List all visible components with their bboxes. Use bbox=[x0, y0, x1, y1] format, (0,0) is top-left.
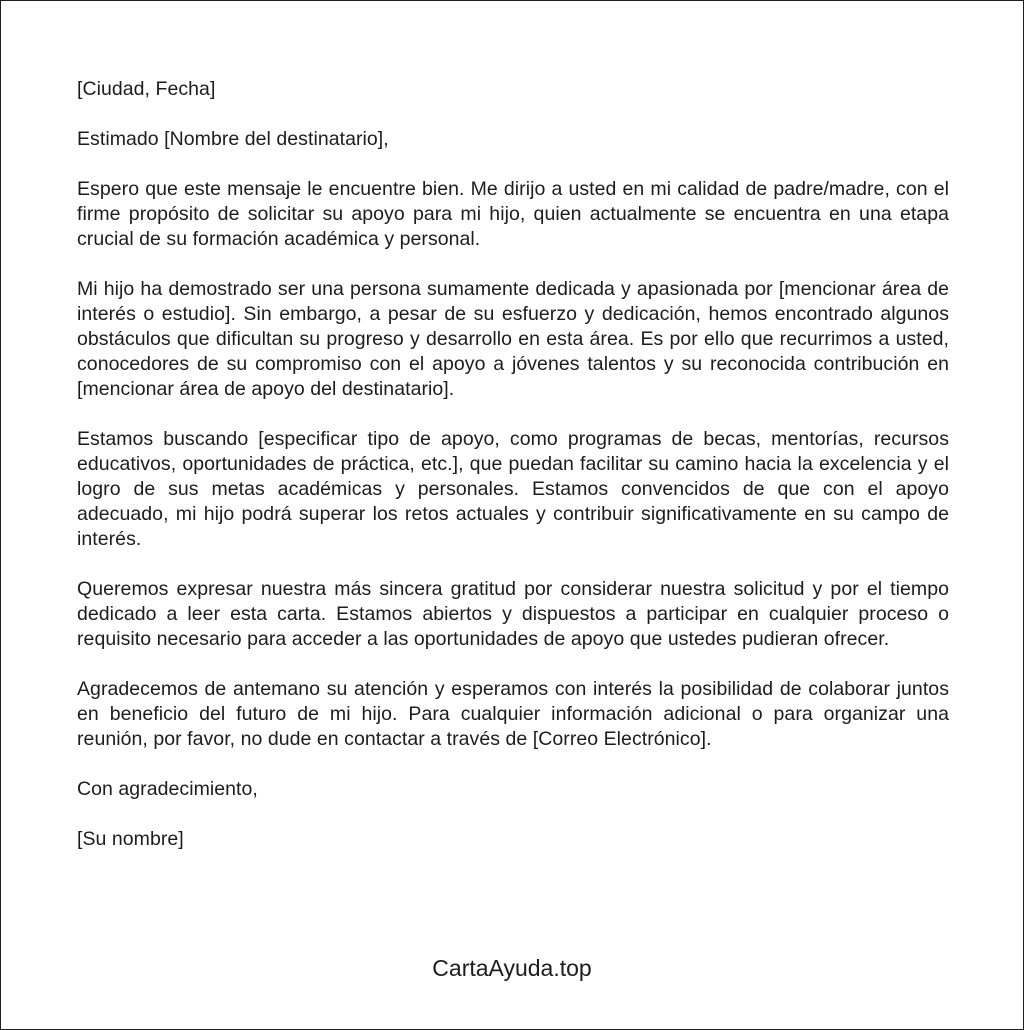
spacer bbox=[77, 252, 949, 277]
spacer bbox=[77, 102, 949, 127]
spacer bbox=[77, 152, 949, 177]
spacer bbox=[77, 552, 949, 577]
signature: [Su nombre] bbox=[77, 828, 184, 850]
salutation: Estimado [Nombre del destinatario], bbox=[77, 128, 389, 150]
paragraph-4: Queremos expresar nuestra más sincera gratitud por considerar nuestra solicitud y por el tiempo dedicado a leer esta carta. Estamos abiertos y dispuestos a participar en cualquier proceso o requisito necesario para acceder a las oportunidades de apoyo que ustedes pudieran ofrecer. bbox=[77, 578, 949, 650]
place-date: [Ciudad, Fecha] bbox=[77, 78, 216, 100]
paragraph-2: Mi hijo ha demostrado ser una persona sumamente dedicada y apasionada por [mencionar área de interés o estudio]. Sin embargo, a pesar de su esfuerzo y dedicación, hemos encontrado algunos obstáculos que dificultan su progreso y desarrollo en esta área. Es por ello que recurrimos a usted, conocedores de su compromiso con el apoyo a jóvenes talentos y su reconocida contribución en [mencionar área de apoyo del destinatario]. bbox=[77, 278, 949, 400]
closing: Con agradecimiento, bbox=[77, 778, 258, 800]
letter-body bbox=[77, 77, 949, 852]
spacer bbox=[77, 652, 949, 677]
paragraph-1: Espero que este mensaje le encuentre bien. Me dirijo a usted en mi calidad de padre/madre, con el firme propósito de solicitar su apoyo para mi hijo, quien actualmente se encuentra en una etapa crucial de su formación académica y personal. bbox=[77, 178, 949, 250]
paragraph-3: Estamos buscando [especificar tipo de apoyo, como programas de becas, mentorías, recursos educativos, oportunidades de práctica, etc.], que puedan facilitar su camino hacia la excelencia y el logro de sus metas académicas y personales. Estamos convencidos de que con el apoyo adecuado, mi hijo podrá superar los retos actuales y contribuir significativamente en su campo de interés. bbox=[77, 428, 949, 550]
spacer bbox=[77, 802, 949, 827]
spacer bbox=[77, 402, 949, 427]
footer-site: CartaAyuda.top bbox=[432, 955, 592, 981]
spacer bbox=[77, 752, 949, 777]
paragraph-5: Agradecemos de antemano su atención y esperamos con interés la posibilidad de colaborar juntos en beneficio del futuro de mi hijo. Para cualquier información adicional o para organizar una reunión, por favor, no dude en contactar a través de [Correo Electrónico]. bbox=[77, 678, 949, 750]
